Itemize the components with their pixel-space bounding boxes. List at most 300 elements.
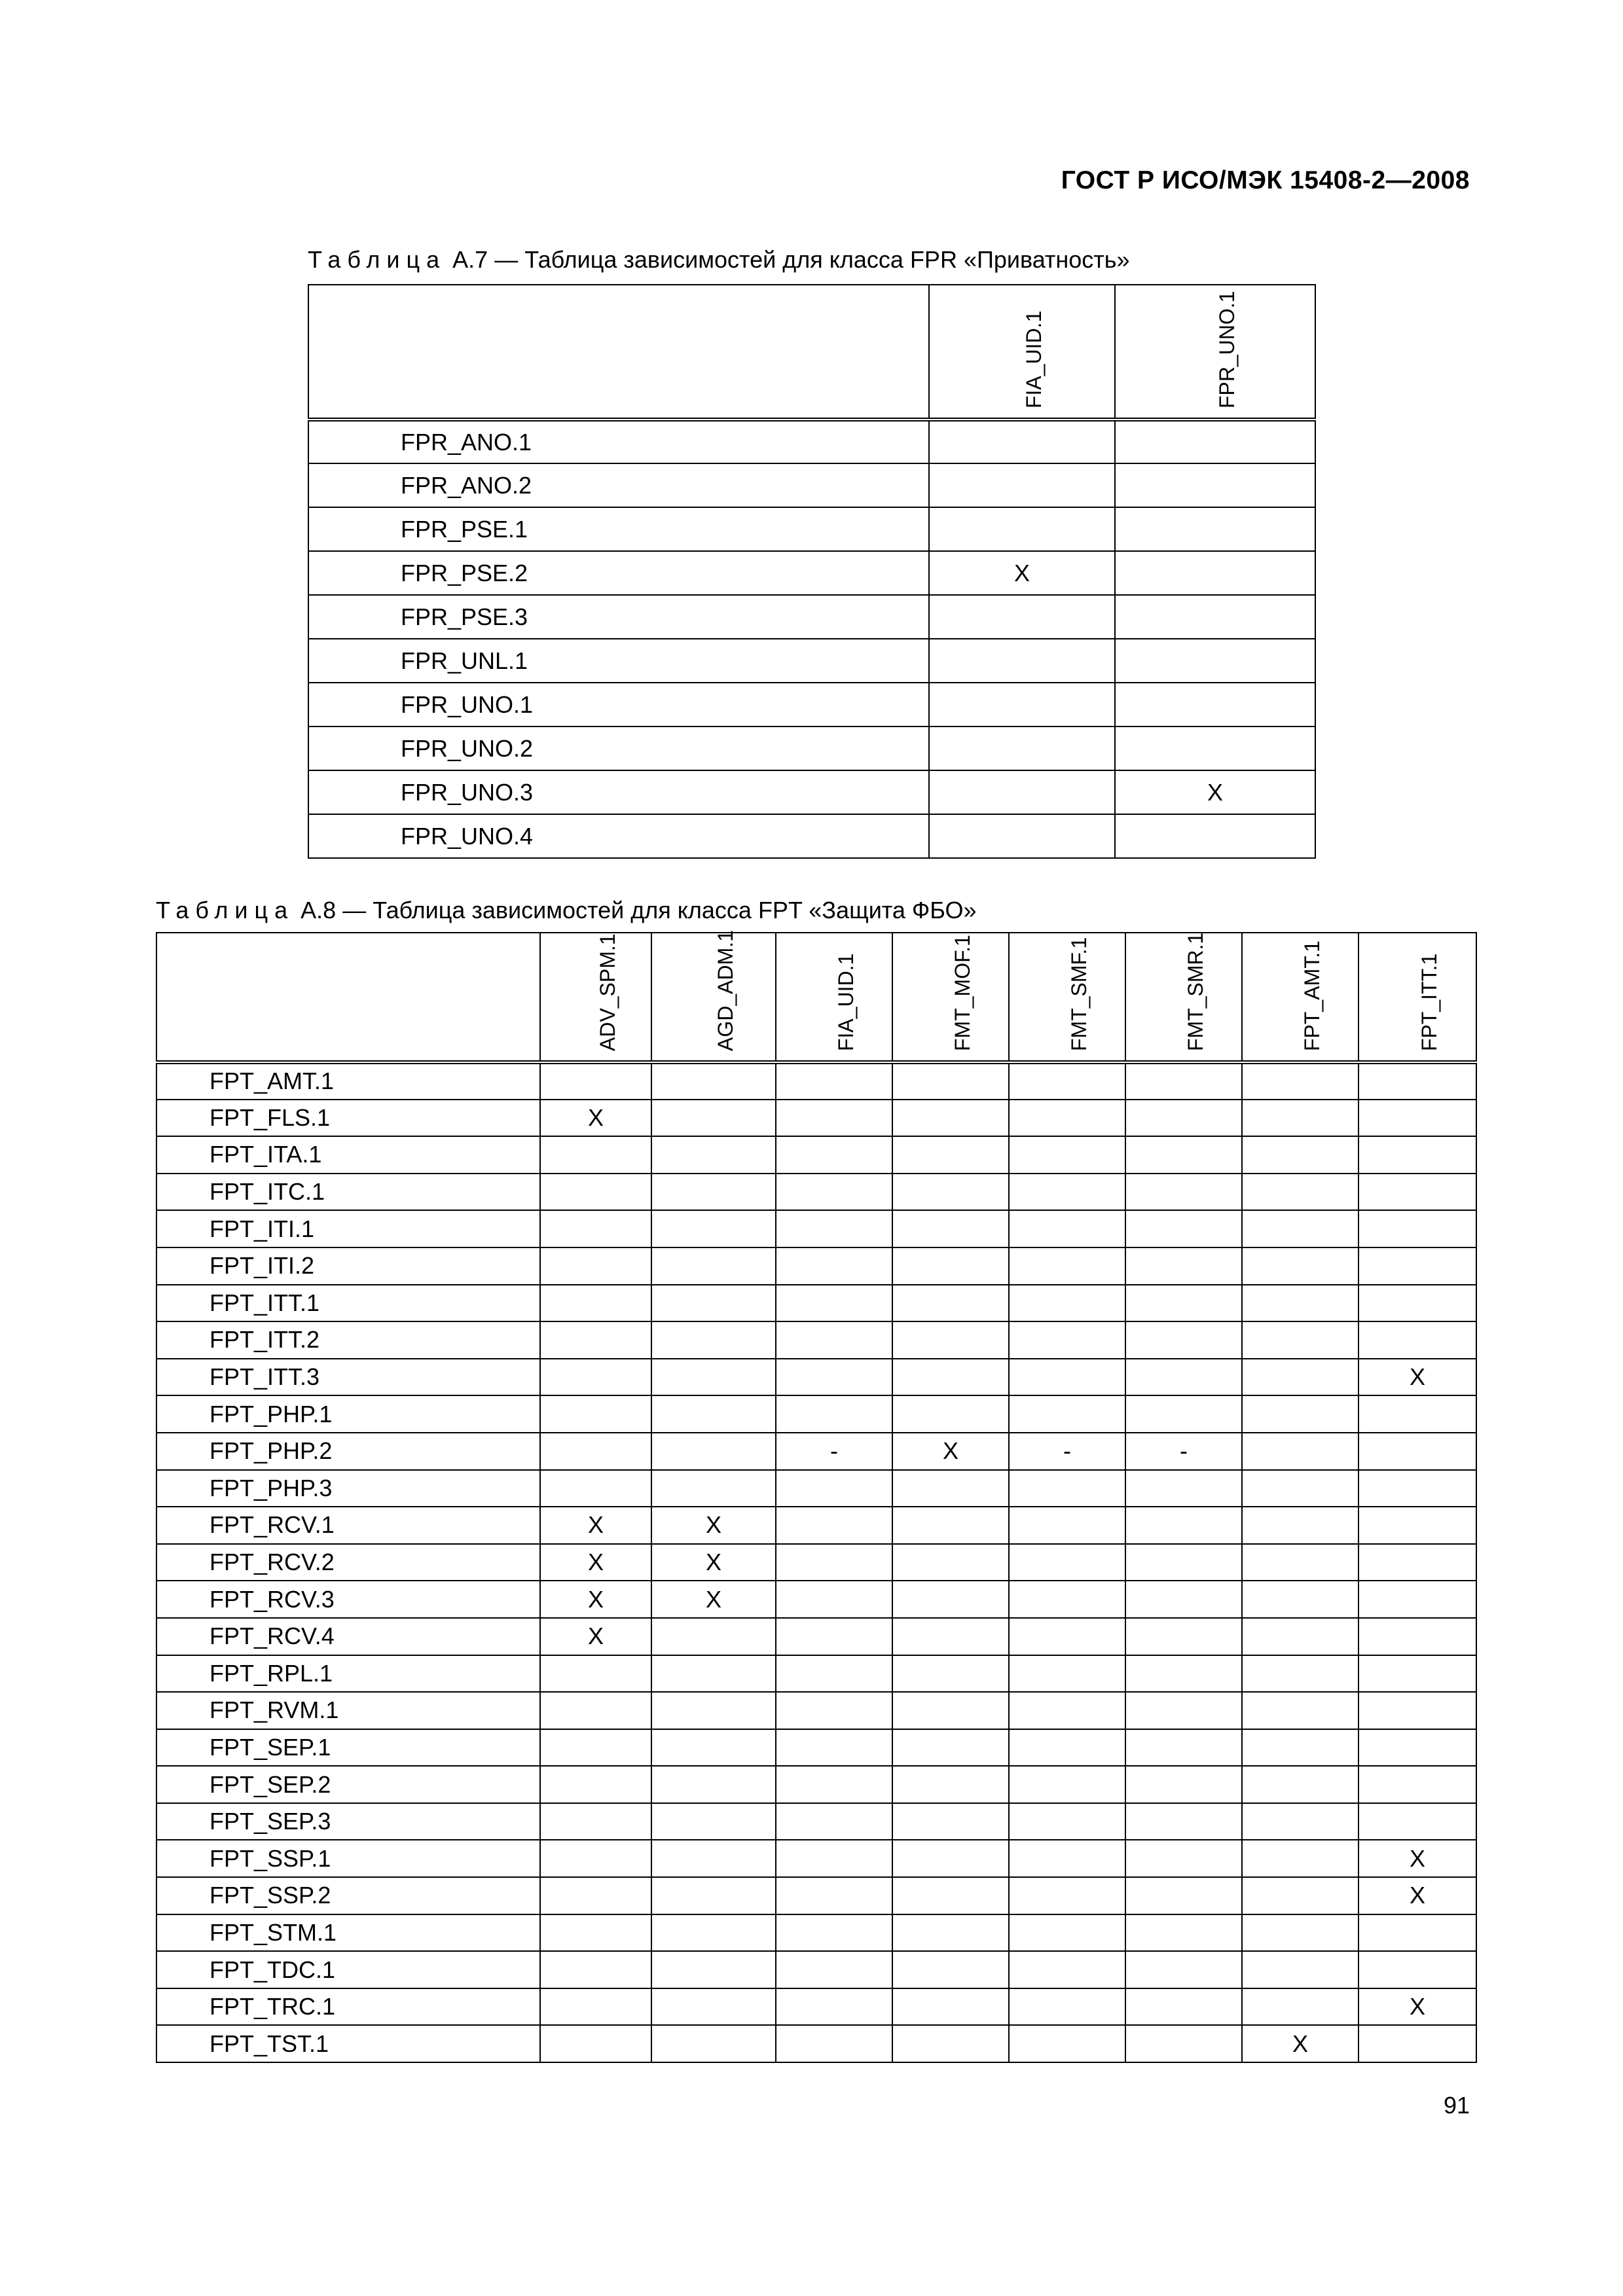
dependency-cell (1359, 1321, 1476, 1359)
table-a8-col-header: FIA_UID.1 (776, 933, 892, 1062)
dependency-cell (776, 1174, 892, 1211)
dependency-cell (1242, 1988, 1359, 2026)
dependency-cell (1359, 1655, 1476, 1693)
dependency-cell (776, 1618, 892, 1655)
dependency-cell (540, 1877, 651, 1914)
dependency-cell (892, 1062, 1009, 1100)
dependency-cell (1242, 1618, 1359, 1655)
table-a8-header-row (156, 933, 1476, 1062)
dependency-cell (892, 1618, 1009, 1655)
dependency-cell (776, 1914, 892, 1952)
dependency-cell: X (651, 1544, 776, 1581)
dependency-cell (1009, 1136, 1125, 1174)
table-row (308, 683, 1315, 726)
dependency-cell (1125, 1803, 1242, 1840)
dependency-cell (776, 1803, 892, 1840)
dependency-cell (1009, 1470, 1125, 1507)
table-row (156, 1951, 1476, 1988)
dependency-cell (892, 1174, 1009, 1211)
dependency-cell (651, 2025, 776, 2062)
dependency-cell (892, 1395, 1009, 1433)
row-label: FPR_PSE.2 (308, 551, 929, 595)
dependency-cell (651, 1840, 776, 1877)
dependency-cell (1009, 1507, 1125, 1544)
dependency-cell (1359, 1951, 1476, 1988)
dependency-cell (1125, 2025, 1242, 2062)
dependency-cell (651, 1951, 776, 1988)
dependency-cell: X (1359, 1359, 1476, 1396)
dependency-cell (540, 1655, 651, 1693)
table-row (156, 1729, 1476, 1767)
table-row (156, 1433, 1476, 1470)
dependency-cell (1009, 1544, 1125, 1581)
dependency-cell (1242, 1544, 1359, 1581)
dependency-cell (1242, 1470, 1359, 1507)
row-label: FPT_RPL.1 (156, 1655, 540, 1693)
dependency-cell (1125, 1470, 1242, 1507)
dependency-cell (776, 1062, 892, 1100)
dependency-cell (892, 1729, 1009, 1767)
dependency-cell: X (1242, 2025, 1359, 2062)
dependency-cell (1359, 1247, 1476, 1285)
table-a8-col-header: FMT_MOF.1 (892, 933, 1009, 1062)
table-row (308, 814, 1315, 858)
table-row (156, 1507, 1476, 1544)
dependency-cell (1125, 1951, 1242, 1988)
table-a8-caption-text: А.8 — Таблица зависимостей для класса FPT «Защита ФБО» (301, 897, 977, 924)
table-row (156, 1544, 1476, 1581)
dependency-cell (892, 1692, 1009, 1729)
dependency-cell (892, 1470, 1009, 1507)
table-a8-corner-cell (156, 933, 540, 1062)
dependency-cell (540, 1395, 651, 1433)
table-row (156, 2025, 1476, 2062)
dependency-cell (1125, 1618, 1242, 1655)
dependency-cell (651, 1100, 776, 1137)
dependency-cell (776, 1136, 892, 1174)
dependency-cell (1125, 1877, 1242, 1914)
dependency-cell (929, 814, 1115, 858)
dependency-cell (776, 1100, 892, 1137)
table-a7-caption-prefix: Таблица (308, 246, 447, 273)
dependency-cell (1125, 1321, 1242, 1359)
row-label: FPT_SSP.1 (156, 1840, 540, 1877)
dependency-cell (540, 1062, 651, 1100)
dependency-cell (1009, 1729, 1125, 1767)
dependency-cell (1359, 1174, 1476, 1211)
table-row (308, 507, 1315, 551)
dependency-cell (1125, 1729, 1242, 1767)
row-label: FPT_RCV.3 (156, 1581, 540, 1618)
dependency-cell (1125, 1174, 1242, 1211)
table-a7-corner-cell (308, 285, 929, 420)
dependency-table-a8 (156, 932, 1477, 2063)
page-number: 91 (1443, 2092, 1470, 2119)
dependency-cell (892, 2025, 1009, 2062)
dependency-cell (1009, 1914, 1125, 1952)
dependency-cell (1115, 683, 1315, 726)
table-a7-header-row (308, 285, 1315, 420)
table-row (156, 1321, 1476, 1359)
dependency-cell: X (1359, 1877, 1476, 1914)
dependency-cell (1009, 1321, 1125, 1359)
dependency-cell (1115, 507, 1315, 551)
dependency-cell (1242, 1100, 1359, 1137)
table-a8-caption-prefix: Таблица (156, 897, 295, 924)
dependency-cell (1242, 1803, 1359, 1840)
dependency-cell (1359, 1581, 1476, 1618)
dependency-cell (1125, 1914, 1242, 1952)
dependency-cell (540, 1247, 651, 1285)
dependency-cell (1359, 1692, 1476, 1729)
dependency-cell (776, 1692, 892, 1729)
table-row (156, 1766, 1476, 1803)
table-a8-col-header: ADV_SPM.1 (540, 933, 651, 1062)
dependency-cell (1242, 1840, 1359, 1877)
dependency-cell (1125, 1544, 1242, 1581)
table-a7-col-header: FPR_UNO.1 (1115, 285, 1315, 420)
dependency-cell: X (540, 1100, 651, 1137)
table-row (156, 1395, 1476, 1433)
table-row (308, 726, 1315, 770)
table-a8-col-header: FMT_SMR.1 (1125, 933, 1242, 1062)
dependency-cell: X (540, 1507, 651, 1544)
dependency-cell (776, 1729, 892, 1767)
dependency-cell (929, 726, 1115, 770)
dependency-cell: X (892, 1433, 1009, 1470)
dependency-cell (651, 1285, 776, 1322)
dependency-cell (1125, 1247, 1242, 1285)
dependency-table-a7 (308, 284, 1316, 859)
dependency-cell (1359, 1285, 1476, 1322)
row-label: FPR_UNO.2 (308, 726, 929, 770)
dependency-cell: - (1125, 1433, 1242, 1470)
dependency-cell (1125, 1766, 1242, 1803)
dependency-cell (651, 1803, 776, 1840)
dependency-cell (776, 1395, 892, 1433)
dependency-cell (651, 1136, 776, 1174)
table-row (308, 463, 1315, 507)
table-row (156, 1210, 1476, 1247)
row-label: FPT_TRC.1 (156, 1988, 540, 2026)
dependency-cell (929, 507, 1115, 551)
dependency-cell (1125, 1100, 1242, 1137)
row-label: FPT_ITT.1 (156, 1285, 540, 1322)
dependency-cell (1009, 1803, 1125, 1840)
dependency-cell (1359, 1100, 1476, 1137)
dependency-cell (1359, 1395, 1476, 1433)
dependency-cell (1009, 1174, 1125, 1211)
table-row (156, 1285, 1476, 1322)
row-label: FPR_ANO.1 (308, 420, 929, 463)
dependency-cell (1242, 1062, 1359, 1100)
dependency-cell (651, 1062, 776, 1100)
table-row (156, 1840, 1476, 1877)
dependency-cell (1242, 1581, 1359, 1618)
dependency-cell (1359, 1470, 1476, 1507)
dependency-cell (892, 1951, 1009, 1988)
table-a8-caption (156, 897, 977, 924)
dependency-cell (651, 1395, 776, 1433)
dependency-cell (540, 1285, 651, 1322)
dependency-cell (1242, 1359, 1359, 1396)
dependency-cell (1242, 1507, 1359, 1544)
row-label: FPT_ITI.2 (156, 1247, 540, 1285)
row-label: FPT_PHP.2 (156, 1433, 540, 1470)
dependency-cell (1125, 1655, 1242, 1693)
dependency-cell (776, 1544, 892, 1581)
dependency-cell (651, 1914, 776, 1952)
dependency-cell (776, 1210, 892, 1247)
row-label: FPT_FLS.1 (156, 1100, 540, 1137)
dependency-cell (1009, 1285, 1125, 1322)
dependency-cell (892, 1247, 1009, 1285)
dependency-cell (892, 1321, 1009, 1359)
dependency-cell (892, 1507, 1009, 1544)
dependency-cell: X (540, 1618, 651, 1655)
table-row (156, 1877, 1476, 1914)
table-a7-col-header: FIA_UID.1 (929, 285, 1115, 420)
dependency-cell (929, 683, 1115, 726)
dependency-cell: X (1359, 1840, 1476, 1877)
row-label: FPT_RCV.4 (156, 1618, 540, 1655)
table-row (156, 1803, 1476, 1840)
table-a7-caption-text: А.7 — Таблица зависимостей для класса FPR «Приватность» (452, 246, 1130, 273)
row-label: FPT_STM.1 (156, 1914, 540, 1952)
dependency-cell (651, 1618, 776, 1655)
dependency-cell (540, 1321, 651, 1359)
dependency-cell (1009, 1655, 1125, 1693)
dependency-cell (1359, 1136, 1476, 1174)
dependency-cell (1115, 595, 1315, 639)
dependency-cell (540, 1174, 651, 1211)
dependency-cell (892, 1803, 1009, 1840)
table-row (308, 595, 1315, 639)
table-row (156, 1581, 1476, 1618)
dependency-cell (892, 1581, 1009, 1618)
table-row (156, 1062, 1476, 1100)
row-label: FPT_RCV.1 (156, 1507, 540, 1544)
row-label: FPT_ITI.1 (156, 1210, 540, 1247)
dependency-cell (892, 1210, 1009, 1247)
dependency-cell (540, 1766, 651, 1803)
dependency-cell (1009, 1766, 1125, 1803)
row-label: FPT_SEP.2 (156, 1766, 540, 1803)
dependency-cell (1359, 1062, 1476, 1100)
dependency-cell (1125, 1507, 1242, 1544)
dependency-cell (1242, 1174, 1359, 1211)
dependency-cell (540, 1470, 651, 1507)
dependency-cell (776, 1321, 892, 1359)
row-label: FPT_SEP.1 (156, 1729, 540, 1767)
dependency-cell (776, 1951, 892, 1988)
row-label: FPT_TDC.1 (156, 1951, 540, 1988)
dependency-cell (1115, 420, 1315, 463)
dependency-cell (1009, 1840, 1125, 1877)
dependency-cell (776, 1285, 892, 1322)
dependency-cell (1242, 1877, 1359, 1914)
dependency-cell (1009, 1692, 1125, 1729)
dependency-cell: - (776, 1433, 892, 1470)
dependency-cell (776, 1581, 892, 1618)
row-label: FPT_SSP.2 (156, 1877, 540, 1914)
dependency-cell (776, 1507, 892, 1544)
dependency-cell (776, 2025, 892, 2062)
dependency-cell (892, 1285, 1009, 1322)
dependency-cell (892, 1988, 1009, 2026)
dependency-cell (892, 1655, 1009, 1693)
table-row (156, 1655, 1476, 1693)
document-header: ГОСТ Р ИСО/МЭК 15408-2—2008 (1061, 166, 1470, 194)
dependency-cell (1009, 1988, 1125, 2026)
table-a8-col-header: FMT_SMF.1 (1009, 933, 1125, 1062)
dependency-cell (1242, 1433, 1359, 1470)
dependency-cell (892, 1914, 1009, 1952)
dependency-cell (1125, 1062, 1242, 1100)
dependency-cell (1359, 1507, 1476, 1544)
row-label: FPT_AMT.1 (156, 1062, 540, 1100)
dependency-cell (1125, 1988, 1242, 2026)
dependency-cell: X (651, 1581, 776, 1618)
dependency-cell (1359, 1914, 1476, 1952)
dependency-cell (651, 1692, 776, 1729)
dependency-cell: X (1359, 1988, 1476, 2026)
dependency-cell (892, 1766, 1009, 1803)
dependency-cell (651, 1988, 776, 2026)
dependency-cell (1115, 814, 1315, 858)
table-row (156, 1692, 1476, 1729)
dependency-cell (1009, 1877, 1125, 1914)
dependency-cell (540, 1840, 651, 1877)
table-row (156, 1174, 1476, 1211)
row-label: FPT_ITT.3 (156, 1359, 540, 1396)
dependency-cell (540, 1729, 651, 1767)
row-label: FPT_RCV.2 (156, 1544, 540, 1581)
dependency-cell (540, 1951, 651, 1988)
dependency-cell (1009, 2025, 1125, 2062)
dependency-cell (1359, 1544, 1476, 1581)
dependency-cell (1125, 1210, 1242, 1247)
dependency-cell (1242, 1766, 1359, 1803)
dependency-cell (1125, 1692, 1242, 1729)
dependency-cell (540, 1433, 651, 1470)
dependency-cell (651, 1470, 776, 1507)
dependency-cell (1359, 2025, 1476, 2062)
dependency-cell (1125, 1359, 1242, 1396)
row-label: FPT_ITA.1 (156, 1136, 540, 1174)
table-row (308, 770, 1315, 814)
dependency-cell (776, 1988, 892, 2026)
table-row (308, 639, 1315, 683)
table-row (156, 1100, 1476, 1137)
dependency-cell (1115, 463, 1315, 507)
dependency-cell (1115, 639, 1315, 683)
dependency-cell (651, 1359, 776, 1396)
row-label: FPR_PSE.3 (308, 595, 929, 639)
dependency-cell (1009, 1247, 1125, 1285)
dependency-cell (651, 1877, 776, 1914)
dependency-cell: X (651, 1507, 776, 1544)
table-a8-col-header: AGD_ADM.1 (651, 933, 776, 1062)
dependency-cell (1359, 1803, 1476, 1840)
dependency-cell: X (540, 1544, 651, 1581)
table-row (156, 1988, 1476, 2026)
dependency-cell (1242, 1729, 1359, 1767)
row-label: FPT_ITC.1 (156, 1174, 540, 1211)
dependency-cell (1125, 1581, 1242, 1618)
dependency-cell (776, 1247, 892, 1285)
row-label: FPR_PSE.1 (308, 507, 929, 551)
dependency-cell (1125, 1395, 1242, 1433)
table-row (308, 551, 1315, 595)
dependency-cell (1115, 551, 1315, 595)
dependency-cell (540, 1359, 651, 1396)
dependency-cell (776, 1877, 892, 1914)
dependency-cell (892, 1100, 1009, 1137)
dependency-cell (892, 1136, 1009, 1174)
table-a8-col-header: FPT_ITT.1 (1359, 933, 1476, 1062)
dependency-cell (651, 1174, 776, 1211)
dependency-cell (651, 1321, 776, 1359)
dependency-cell (1359, 1210, 1476, 1247)
dependency-cell (1009, 1359, 1125, 1396)
dependency-cell (776, 1766, 892, 1803)
row-label: FPR_UNO.3 (308, 770, 929, 814)
dependency-cell (776, 1655, 892, 1693)
dependency-cell (540, 1210, 651, 1247)
dependency-cell (776, 1840, 892, 1877)
dependency-cell (651, 1766, 776, 1803)
dependency-cell (1359, 1433, 1476, 1470)
dependency-cell (929, 639, 1115, 683)
dependency-cell (1242, 1136, 1359, 1174)
dependency-cell (1242, 1210, 1359, 1247)
dependency-cell (540, 1136, 651, 1174)
table-row (308, 420, 1315, 463)
dependency-cell (651, 1247, 776, 1285)
dependency-cell (1009, 1100, 1125, 1137)
dependency-cell (776, 1359, 892, 1396)
dependency-cell (1242, 1914, 1359, 1952)
dependency-cell (1009, 1951, 1125, 1988)
dependency-cell (929, 463, 1115, 507)
row-label: FPR_ANO.2 (308, 463, 929, 507)
table-row (156, 1618, 1476, 1655)
dependency-cell (892, 1840, 1009, 1877)
dependency-cell (1359, 1618, 1476, 1655)
dependency-cell (892, 1877, 1009, 1914)
dependency-cell (776, 1470, 892, 1507)
dependency-cell (540, 1803, 651, 1840)
dependency-cell (1009, 1062, 1125, 1100)
dependency-cell (1009, 1581, 1125, 1618)
dependency-cell (1009, 1618, 1125, 1655)
dependency-cell (1242, 1247, 1359, 1285)
row-label: FPT_PHP.3 (156, 1470, 540, 1507)
dependency-cell: X (1115, 770, 1315, 814)
dependency-cell (929, 420, 1115, 463)
dependency-cell (651, 1655, 776, 1693)
dependency-cell (1242, 1692, 1359, 1729)
row-label: FPR_UNO.4 (308, 814, 929, 858)
dependency-cell (1242, 1395, 1359, 1433)
dependency-cell (651, 1729, 776, 1767)
table-row (156, 1359, 1476, 1396)
table-a8-col-header: FPT_AMT.1 (1242, 933, 1359, 1062)
dependency-cell: X (540, 1581, 651, 1618)
dependency-cell (1009, 1210, 1125, 1247)
dependency-cell (1359, 1729, 1476, 1767)
